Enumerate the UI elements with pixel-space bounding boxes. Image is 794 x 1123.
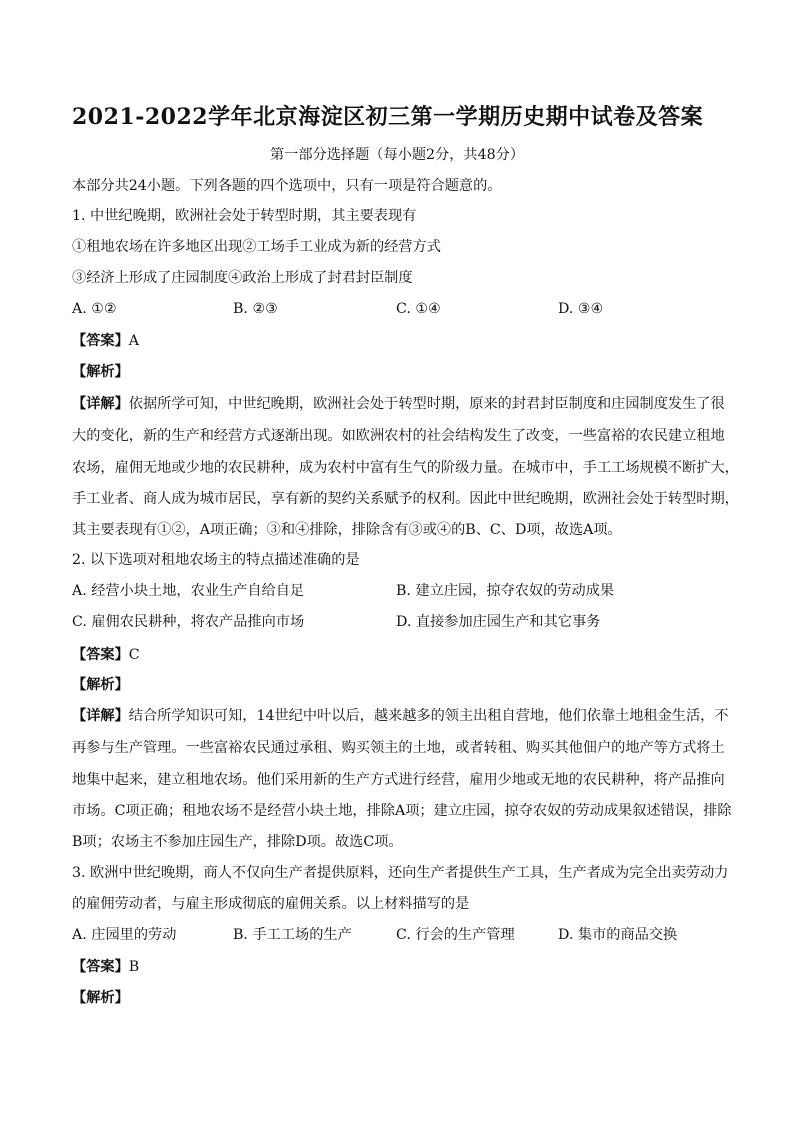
q1-detail-line: 大的变化，新的生产和经营方式逐渐出现。如欧洲农村的社会结构发生了改变，一些富裕的农民建立租地 (72, 428, 725, 444)
analysis-tag: 【解析】 (72, 364, 129, 380)
q1-option-c: C. ①④ (396, 301, 441, 317)
q3-stem: 3. 欧洲中世纪晚期，商人不仅向生产者提供原料，还向生产者提供生产工具，生产者成为完全出卖劳动力 (72, 865, 729, 881)
page-title: 2021-2022学年北京海淀区初三第一学期历史期中试卷及答案 (72, 104, 704, 130)
q2-option-d: D. 直接参加庄园生产和其它事务 (396, 614, 601, 630)
detail-tag: 【详解】 (72, 396, 129, 412)
answer-tag: 【答案】 (72, 647, 129, 663)
q2-analysis-heading (72, 675, 129, 695)
q2-option-a: A. 经营小块土地，农业生产自给自足 (72, 583, 305, 599)
q1-detail-line: 其主要表现有①②，A项正确；③和④排除，排除含有③或④的B、C、D项，故选A项。 (72, 522, 622, 538)
q3-stem-line: 的雇佣劳动者，与雇主形成彻底的雇佣关系。以上材料描写的是 (72, 896, 470, 912)
detail-text: 依据所学可知，中世纪晚期，欧洲社会处于转型时期，原来的封君封臣制度和庄园制度发生了很 (128, 396, 725, 412)
q3-option-c: C. 行会的生产管理 (396, 927, 515, 943)
q2-answer (72, 645, 140, 665)
q1-stem: 1. 中世纪晚期，欧洲社会处于转型时期，其主要表现有 (72, 208, 417, 224)
analysis-tag: 【解析】 (72, 990, 129, 1006)
q1-statement-line: ①租地农场在许多地区出现②工场手工业成为新的经营方式 (72, 239, 441, 255)
q1-detail-line (72, 394, 725, 414)
q1-option-b: B. ②③ (233, 301, 278, 317)
analysis-tag: 【解析】 (72, 677, 129, 693)
q1-detail-line: 农场，雇佣无地或少地的农民耕种，成为农村中富有生气的阶级力量。在城市中，手工工场规模不断扩大， (72, 460, 739, 476)
q1-answer (72, 331, 139, 351)
q2-detail-line: 市场。C项正确；租地农场不是经营小块土地，排除A项；建立庄园，掠夺农奴的劳动成果叙述错误，排除 (72, 803, 732, 819)
q1-analysis-heading (72, 362, 129, 382)
q2-option-b: B. 建立庄园，掠夺农奴的劳动成果 (396, 583, 615, 599)
section-intro: 本部分共24小题。下列各题的四个选项中，只有一项是符合题意的。 (72, 178, 502, 194)
q1-option-a: A. ①② (72, 301, 117, 317)
answer-tag: 【答案】 (72, 333, 129, 349)
q2-option-c: C. 雇佣农民耕种，将农产品推向市场 (72, 614, 305, 630)
section-header: 第一部分选择题（每小题2分，共48分） (269, 147, 525, 163)
detail-tag: 【详解】 (72, 708, 129, 724)
q2-detail-line: 再参与生产管理。一些富裕农民通过承租、购买领主的土地，或者转租、购买其他佃户的地产等方式将土 (72, 740, 725, 756)
answer-value: C (128, 647, 140, 663)
q2-detail-line: 地集中起来，建立租地农场。他们采用新的生产方式进行经营，雇用少地或无地的农民耕种，将产品推向 (72, 772, 725, 788)
answer-tag: 【答案】 (72, 959, 129, 975)
answer-value: A (128, 333, 140, 349)
q1-detail-line: 手工业者、商人成为城市居民，享有新的契约关系赋予的权利。因此中世纪晚期，欧洲社会处于转型时期， (72, 491, 739, 507)
q3-option-b: B. 手工工场的生产 (233, 927, 352, 943)
q1-statement-line: ③经济上形成了庄园制度④政治上形成了封君封臣制度 (72, 270, 413, 286)
q1-option-d: D. ③④ (558, 301, 604, 317)
q3-option-a: A. 庄园里的劳动 (72, 927, 177, 943)
q2-stem: 2. 以下选项对租地农场主的特点描述准确的是 (72, 552, 360, 568)
answer-value: B (128, 959, 140, 975)
detail-text: 结合所学知识可知，14世纪中叶以后，越来越多的领主出租自营地，他们依靠土地租金生活，不 (128, 708, 729, 724)
q3-option-d: D. 集市的商品交换 (558, 927, 678, 943)
q3-answer (72, 957, 139, 977)
q3-analysis-heading (72, 988, 129, 1008)
q2-detail-line: B项；农场主不参加庄园生产，排除D项。故选C项。 (72, 834, 403, 850)
q2-detail-line (72, 706, 729, 726)
